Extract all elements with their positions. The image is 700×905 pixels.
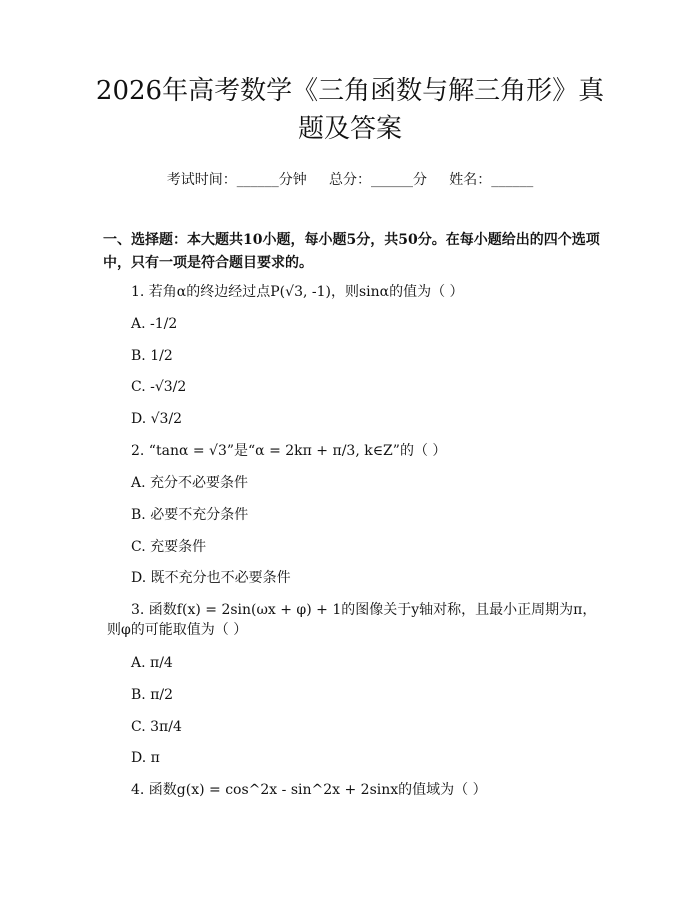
option-c: C. 3π/4 bbox=[131, 719, 182, 735]
option-b: B. π/2 bbox=[131, 687, 174, 703]
option-b: B. 必要不充分条件 bbox=[131, 507, 249, 523]
question-stem: 1. 若角α的终边经过点P(√3, -1)，则sinα的值为（ ） bbox=[131, 284, 464, 300]
question-stem: 4. 函数g(x) = cos^2x - sin^2x + 2sinx的值域为（ ） bbox=[131, 782, 487, 798]
question-stem: 3. 函数f(x) = 2sin(ωx + φ) + 1的图像关于y轴对称，且最小正周期为π，则φ的可能取值为（ ） bbox=[107, 602, 597, 638]
option-d: D. √3/2 bbox=[131, 411, 183, 427]
exam-info-line: 考试时间：______分钟 总分：______分 姓名：______ bbox=[166, 172, 534, 188]
option-b: B. 1/2 bbox=[131, 348, 173, 364]
question-stem: 2. “tanα = √3”是“α = 2kπ + π/3, k∈Z”的（ ） bbox=[131, 443, 447, 459]
option-c: C. -√3/2 bbox=[131, 379, 187, 395]
page-title: 2026年高考数学《三角函数与解三角形》真题及答案 bbox=[95, 76, 605, 144]
option-a: A. -1/2 bbox=[131, 316, 178, 332]
option-c: C. 充要条件 bbox=[131, 539, 207, 555]
section-heading: 一、选择题：本大题共10小题，每小题5分，共50分。在每小题给出的四个选项中，只有一项是符合题目要求的。 bbox=[103, 232, 600, 271]
option-d: D. π bbox=[131, 750, 160, 766]
option-d: D. 既不充分也不必要条件 bbox=[131, 570, 291, 586]
option-a: A. π/4 bbox=[131, 655, 173, 671]
option-a: A. 充分不必要条件 bbox=[131, 475, 249, 491]
